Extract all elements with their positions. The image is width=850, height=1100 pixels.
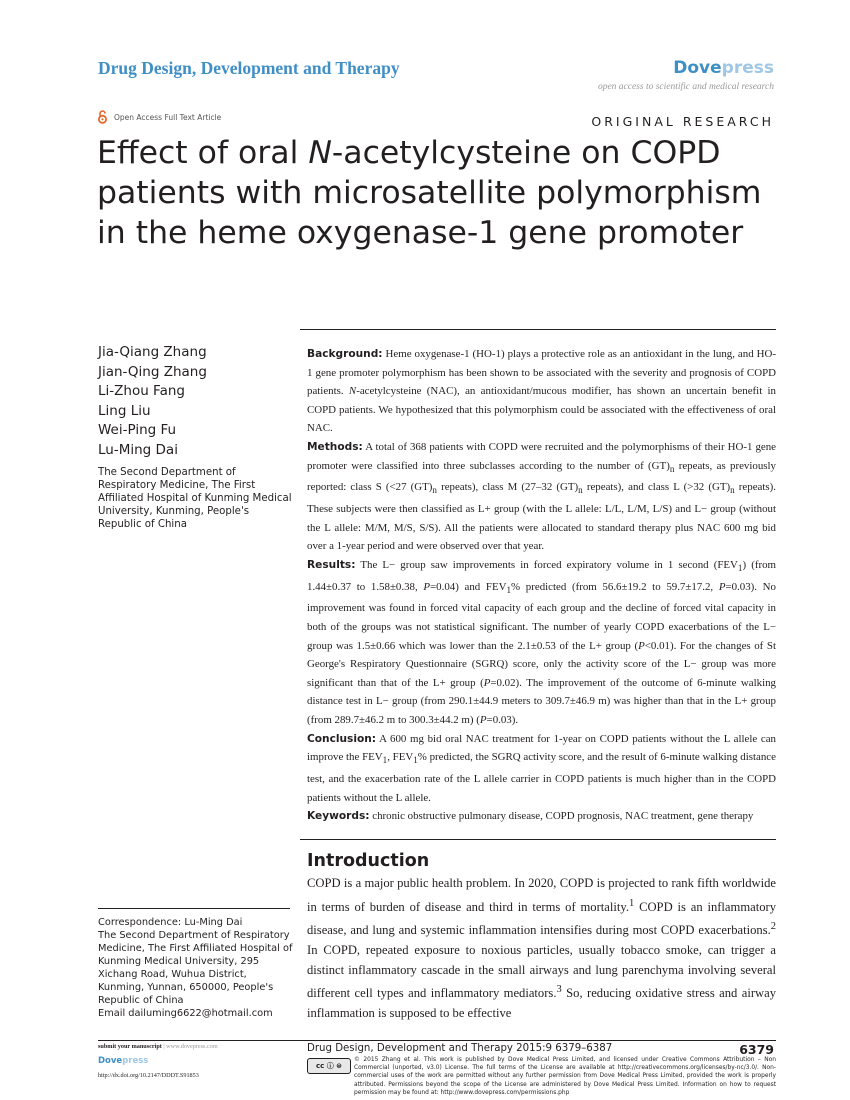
intro-text: COPD is an inflammatory disease, and lung and systemic inflammation intensifies during most COPD exacerbations. (307, 899, 776, 938)
background-label: Background: (307, 348, 383, 360)
methods-text: A total of 368 patients with COPD were recruited and the polymorphisms of their HO-1 gene promoter were classified into three subclasses according to the number of (GT) (307, 440, 776, 472)
results-text: ) (from 1.44±0.37 to 1.58±0.38, (307, 558, 776, 593)
journal-name: Drug Design, Development and Therapy (98, 58, 400, 78)
results-sub: 1 (737, 563, 743, 574)
creative-commons-badge[interactable]: cc ⓘ ⊜ (307, 1058, 351, 1074)
publisher-tagline: open access to scientific and medical research (597, 82, 774, 92)
footer-publisher-logo[interactable] (98, 1056, 148, 1066)
correspondence-rule (98, 908, 290, 909)
title-part1: Effect of oral (97, 135, 309, 171)
introduction-rule (300, 839, 776, 840)
methods-sub: n (730, 485, 735, 496)
results-italic: P (483, 676, 491, 689)
methods-sub: n (578, 485, 583, 496)
conclusion-sub: 1 (382, 755, 388, 766)
intro-text: COPD is a major public health problem. In 2020, COPD is projected to rank fifth worldwide in terms of burden of disease and third in terms of mortality. (307, 876, 776, 914)
abstract-keywords (307, 807, 776, 826)
methods-text: repeats). These subjects were then classified as L+ group (with the L allele: L/L, L/M, L/S) and L− group (without the L allele: M/M, M/S, S/S). All the patients were allocated to standard therapy plus NAC 600 mg bid over a 1-year period and were observed over that year. (307, 481, 776, 553)
abstract-results (307, 556, 776, 730)
correspondence-address: The Second Department of Respiratory Medicine, The First Affiliated Hospital of Kunming Medical University, 295 Xichang Road, Wuhua District, Kunming, Yunnan, 650000, People's Republic of China (98, 930, 293, 1006)
methods-sub: n (669, 463, 675, 474)
submit-url: | www.dovepress.com (161, 1043, 218, 1050)
results-text: % predicted (from 56.6±19.2 to 59.7±17.2, (511, 580, 719, 593)
methods-label: Methods: (307, 440, 363, 453)
abstract-conclusion (307, 730, 776, 808)
results-italic: P (718, 580, 726, 593)
citation-ref[interactable]: 2 (770, 921, 776, 933)
author: Lu-Ming Dai (98, 441, 178, 458)
article-title (97, 133, 787, 253)
background-text: -acetylcysteine (NAC), an antioxidant/mucous modifier, has shown an uncertain benefit in COPD patients. We hypothesized that this polymorphism could be associated with the effectiveness of oral NAC. (307, 385, 776, 435)
title-italic-n: N (308, 135, 332, 171)
conclusion-text: , FEV (387, 751, 414, 764)
keywords-text: chronic obstructive pulmonary disease, COPD prognosis, NAC treatment, gene therapy (372, 810, 754, 823)
keywords-label: Keywords: (307, 810, 370, 823)
submit-label: submit your manuscript (98, 1043, 162, 1050)
methods-text: repeats, as previously reported: class S (<27 (GT) (307, 459, 776, 494)
conclusion-sub: 1 (413, 755, 418, 766)
results-text: <0.01). For the changes of St George's Respiratory Questionnaire (SGRQ) score, only the activity score of the L− group was more significant than that of the L+ group ( (307, 639, 776, 689)
conclusion-text: A 600 mg bid oral NAC treatment for 1-year on COPD patients without the L allele can improve the FEV (307, 732, 776, 764)
author-affiliation: The Second Department of Respiratory Medicine, The First Affiliated Hospital of Kunming Medical University, Kunming, People's Republic of China (98, 467, 292, 530)
methods-sub: n (432, 485, 437, 496)
abstract-top-rule (300, 329, 776, 330)
methods-text: repeats), and class L (>32 (GT) (582, 481, 731, 494)
article-type: ORIGINAL RESEARCH (591, 114, 774, 129)
abstract-methods (307, 438, 776, 556)
submit-manuscript-link[interactable] (98, 1043, 218, 1050)
intro-text: So, reducing oxidative stress and airway inflammation is supposed to be effective (307, 986, 776, 1021)
publisher-logo[interactable] (673, 58, 774, 78)
open-access-label: Open Access Full Text Article (114, 112, 222, 122)
citation-ref[interactable]: 1 (628, 897, 635, 909)
results-text: =0.02). The improvement of the outcome of 6-minute walking distance test in L− group (from 290.1±44.9 meters to 309.7±46.9 m) was higher than that in the L+ group (from 289.7±46.2 m to 300.3±44.2 m) ( (307, 676, 776, 726)
correspondence (98, 916, 293, 1020)
publisher-logo-press: press (721, 58, 774, 78)
open-access-lock-icon (97, 110, 108, 124)
author: Jia-Qiang Zhang (98, 344, 207, 360)
abstract-background (307, 345, 776, 438)
author: Jian-Qing Zhang (98, 363, 207, 380)
introduction-heading: Introduction (307, 851, 430, 871)
citation-ref[interactable]: 3 (556, 984, 562, 996)
license-text: © 2015 Zhang et al. This work is published by Dove Medical Press Limited, and licensed under Creative Commons Attribution – Non Commercial (unported, v3.0) License. The full terms of the License are available at http://creativecommons.org/licenses/by-nc/3.0/. Non-commercial uses of the work are permitted without any further permission from Dove Medical Press Limited, provided the work is properly attributed. Permissions beyond the scope of the License are administered by Dove Medical Press Limited. Information on how to request permission may be found at: http://www.dovepress.com/permissions.php (354, 1057, 776, 1096)
introduction-text (307, 874, 776, 1024)
title-part3: -acetylcysteine on COPD patients with microsatellite polymorphism in the heme oxygenase-1 gene promoter (97, 135, 762, 251)
background-italic: N (348, 385, 357, 398)
author: Wei-Ping Fu (98, 422, 177, 438)
author: Ling Liu (98, 402, 151, 419)
results-text: =0.04) and FEV (430, 580, 507, 593)
journal-citation: Drug Design, Development and Therapy 2015:9 6379–6387 (307, 1043, 613, 1054)
author: Li-Zhou Fang (98, 383, 185, 399)
results-label: Results: (307, 558, 356, 571)
correspondence-label: Correspondence: Lu-Ming Dai (98, 917, 243, 928)
results-text: The L− group saw improvements in forced expiratory volume in 1 second (FEV (360, 558, 738, 571)
publisher-logo-dove: Dove (673, 58, 722, 78)
abstract (307, 345, 776, 826)
intro-text: In COPD, repeated exposure to noxious particles, usually tobacco smoke, can trigger a distinct inflammatory cascade in the small airways and lung parenchyma involving several different cell types and inflammatory mediators. (307, 943, 776, 1001)
methods-text: repeats), class M (27–32 (GT) (436, 481, 579, 494)
footer-rule (98, 1040, 776, 1041)
correspondence-email[interactable]: Email dailuming6622@hotmail.com (98, 1008, 273, 1019)
footer-press: press (122, 1056, 149, 1066)
results-italic: P (638, 639, 645, 652)
conclusion-text: % predicted, the SGRQ activity score, and the result of 6-minute walking distance test, and the exacerbation rate of the L allele carrier in COPD patients is much higher than in the COPD patients without the L allele. (307, 751, 776, 804)
results-italic: P (423, 580, 431, 593)
results-text: =0.03). No improvement was found in forced vital capacity of each group and the decline of forced vital capacity in both of the groups was not statistical significant. The number of yearly COPD exacerbations of the L− group was 1.5±0.66 which was lower than the 2.1±0.53 of the L+ group ( (307, 580, 776, 652)
author-list (98, 343, 207, 460)
open-access-badge (97, 110, 221, 124)
results-italic: P (479, 713, 487, 726)
background-text: Heme oxygenase-1 (HO-1) plays a protective role as an antioxidant in the lung, and HO-1 gene promoter polymorphism has been shown to be associated with the severity and prognosis of COPD patients. (307, 348, 776, 398)
doi-link[interactable]: http://dx.doi.org/10.2147/DDDT.S91853 (98, 1072, 199, 1079)
page-number: 6379 (739, 1042, 774, 1057)
results-sub: 1 (506, 584, 512, 595)
footer-dove: Dove (98, 1056, 123, 1066)
results-text: =0.03). (486, 713, 519, 726)
conclusion-label: Conclusion: (307, 732, 377, 745)
